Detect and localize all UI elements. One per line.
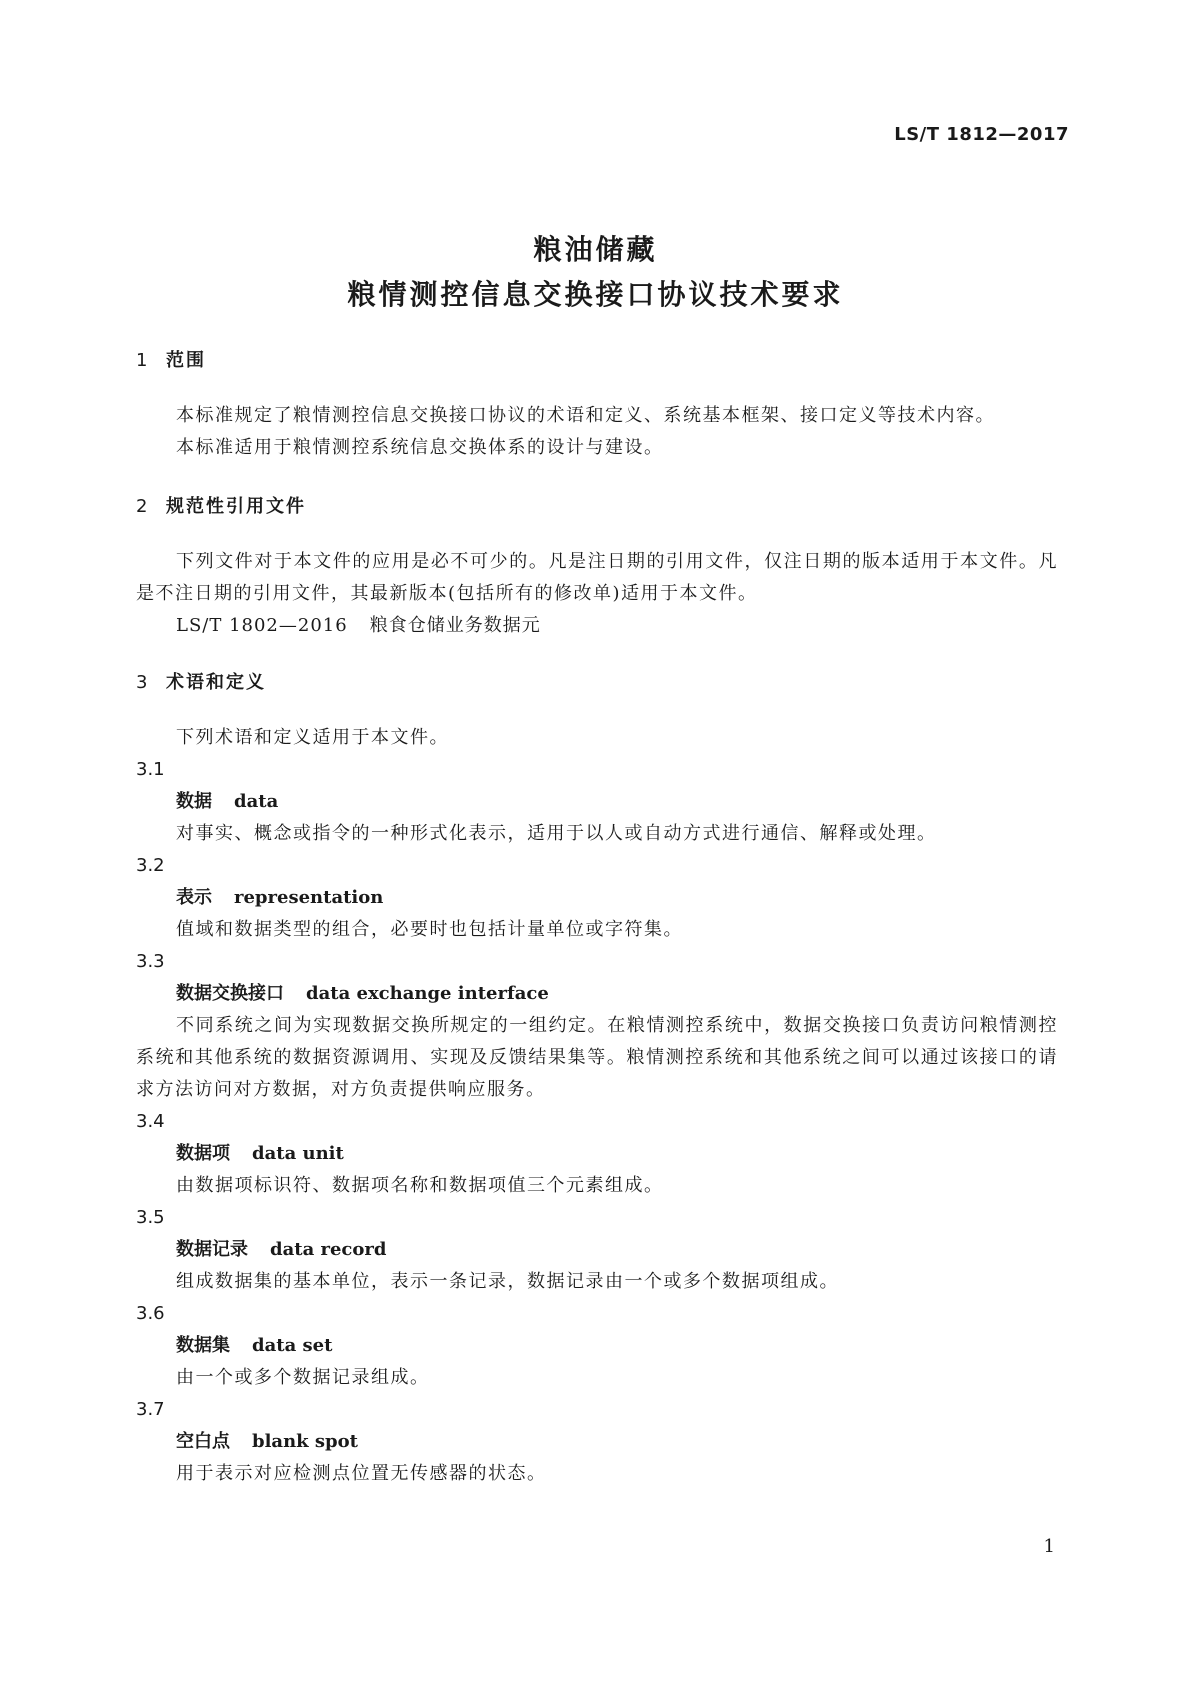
term-definition: 由一个或多个数据记录组成。	[176, 1367, 430, 1388]
term-en: data set	[252, 1335, 333, 1356]
reference-code: LS/T 1802—2016	[176, 615, 348, 636]
term-name	[136, 786, 1058, 818]
section-title: 术语和定义	[166, 672, 266, 693]
term-3-2	[136, 850, 1058, 946]
paragraph: 本标准规定了粮情测控信息交换接口协议的术语和定义、系统基本框架、接口定义等技术内容。	[176, 405, 995, 426]
section-3-heading	[136, 668, 1058, 694]
term-number: 3.1	[136, 759, 165, 780]
term-zh: 空白点	[176, 1431, 230, 1452]
term-en: data unit	[252, 1143, 344, 1164]
term-name	[136, 1234, 1058, 1266]
term-definition: 组成数据集的基本单位，表示一条记录，数据记录由一个或多个数据项组成。	[176, 1271, 839, 1292]
section-1	[136, 346, 1058, 372]
section-3-body	[136, 722, 1058, 1490]
section-number: 3	[136, 672, 150, 693]
term-en: data	[234, 791, 279, 812]
term-3-1	[136, 754, 1058, 850]
section-number: 1	[136, 350, 150, 371]
term-definition: 由数据项标识符、数据项名称和数据项值三个元素组成。	[176, 1175, 664, 1196]
term-zh: 数据记录	[176, 1239, 248, 1260]
term-3-6	[136, 1298, 1058, 1394]
term-number: 3.3	[136, 951, 165, 972]
term-3-5	[136, 1202, 1058, 1298]
section-1-heading	[136, 346, 1058, 372]
term-name	[136, 1426, 1058, 1458]
term-name	[136, 1138, 1058, 1170]
standard-code: LS/T 1812—2017	[894, 124, 1069, 145]
document-title-line2: 粮情测控信息交换接口协议技术要求	[347, 278, 844, 311]
term-en: data exchange interface	[306, 983, 549, 1004]
term-definition: 值域和数据类型的组合，必要时也包括计量单位或字符集。	[176, 919, 683, 940]
term-definition: 用于表示对应检测点位置无传感器的状态。	[176, 1463, 547, 1484]
section-title: 规范性引用文件	[166, 496, 306, 517]
term-definition: 对事实、概念或指令的一种形式化表示，适用于以人或自动方式进行通信、解释或处理。	[176, 823, 937, 844]
reference-title: 粮食仓储业务数据元	[369, 615, 541, 636]
paragraph: 本标准适用于粮情测控系统信息交换体系的设计与建设。	[176, 437, 664, 458]
term-number: 3.6	[136, 1303, 165, 1324]
section-2	[136, 492, 1058, 518]
term-en: representation	[234, 887, 384, 908]
term-en: blank spot	[252, 1431, 358, 1452]
section-1-body	[136, 400, 1058, 464]
term-en: data record	[270, 1239, 387, 1260]
paragraph: 下列术语和定义适用于本文件。	[176, 727, 449, 748]
term-number: 3.5	[136, 1207, 165, 1228]
term-name	[136, 882, 1058, 914]
term-3-4	[136, 1106, 1058, 1202]
term-number: 3.7	[136, 1399, 165, 1420]
term-zh: 数据集	[176, 1335, 230, 1356]
term-zh: 数据项	[176, 1143, 230, 1164]
page-number: 1	[1043, 1536, 1055, 1557]
paragraph: 下列文件对于本文件的应用是必不可少的。凡是注日期的引用文件，仅注日期的版本适用于本文件。凡是不注日期的引用文件，其最新版本(包括所有的修改单)适用于本文件。	[136, 551, 1058, 604]
document-title-line1: 粮油储藏	[533, 233, 658, 266]
term-name	[136, 1330, 1058, 1362]
term-zh: 数据	[176, 791, 212, 812]
section-title: 范围	[166, 350, 206, 371]
term-zh: 数据交换接口	[176, 983, 284, 1004]
section-2-body	[136, 546, 1058, 642]
term-definition: 不同系统之间为实现数据交换所规定的一组约定。在粮情测控系统中，数据交换接口负责访问粮情测控系统和其他系统的数据资源调用、实现及反馈结果集等。粮情测控系统和其他系统之间可以通过该接口的请求方法访问对方数据，对方负责提供响应服务。	[136, 1015, 1058, 1100]
section-3	[136, 668, 1058, 694]
term-number: 3.2	[136, 855, 165, 876]
term-3-3	[136, 946, 1058, 1106]
normative-reference	[136, 610, 1058, 642]
section-number: 2	[136, 496, 150, 517]
term-number: 3.4	[136, 1111, 165, 1132]
term-3-7	[136, 1394, 1058, 1490]
term-zh: 表示	[176, 887, 212, 908]
section-2-heading	[136, 492, 1058, 518]
term-name	[136, 978, 1058, 1010]
